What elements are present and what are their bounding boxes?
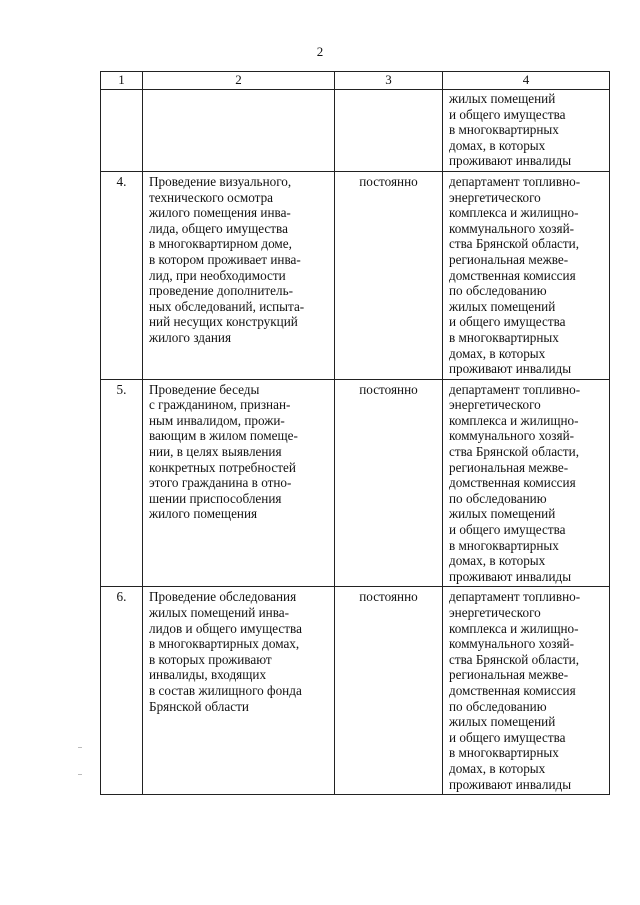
responsible-cell <box>443 90 610 172</box>
row-number: 5. <box>116 381 127 397</box>
table-row <box>101 587 610 795</box>
page-number: 2 <box>316 44 324 59</box>
row-number-cell <box>101 379 143 587</box>
term-text: постоянно <box>359 381 418 397</box>
row-number-cell <box>101 587 143 795</box>
responsible-cell <box>443 587 610 795</box>
table-row <box>101 90 610 172</box>
term-cell <box>335 379 443 587</box>
term-text: постоянно <box>359 589 418 605</box>
term-text: постоянно <box>359 173 418 189</box>
row-number: 4. <box>116 173 127 189</box>
responsible-cell <box>443 379 610 587</box>
scan-artifact <box>78 774 82 775</box>
term-cell <box>335 171 443 379</box>
row-number: 6. <box>116 589 127 605</box>
measure-cell <box>143 171 335 379</box>
responsible-cell <box>443 171 610 379</box>
responsible-text: департамент топливно- энергетического комплекса и жилищно- коммунального хозяй- ства Брянской области, региональная межве- домственная комиссия по обследованию жилых помещений и общего имущества в многоквартирных домах, в которых проживают инвалиды <box>449 173 581 377</box>
column-header-2: 2 <box>143 72 335 90</box>
table-row <box>101 379 610 587</box>
term-cell <box>335 90 443 172</box>
column-header-4: 4 <box>443 72 610 90</box>
responsible-text: департамент топливно- энергетического комплекса и жилищно- коммунального хозяй- ства Брянской области, региональная межве- домственная комиссия по обследованию жилых помещений и общего имущества в многоквартирных домах, в которых проживают инвалиды <box>449 381 581 584</box>
measure-cell <box>143 379 335 587</box>
row-number <box>101 90 142 92</box>
measure-text: Проведение визуального, технического осмотра жилого помещения инва- лида, общего имущества в многоквартирном доме, в котором проживает инва- лид, при необходимости проведение дополнитель- ных обследований, испыта- ний несущих конструкций жилого здания <box>149 173 305 345</box>
measure-cell <box>143 90 335 172</box>
term-text <box>335 90 442 92</box>
table-header-row <box>101 72 610 90</box>
document-table <box>100 71 610 795</box>
measure-text <box>143 90 334 94</box>
responsible-text: жилых помещений и общего имущества в многоквартирных домах, в которых проживают инвалиды <box>449 91 572 169</box>
measure-text: Проведение обследования жилых помещений инва- лидов и общего имущества в многоквартирных домах, в которых проживают инвалиды, входящих в состав жилищного фонда Брянской области <box>149 589 302 714</box>
column-header-3: 3 <box>335 72 443 90</box>
responsible-text: департамент топливно- энергетического комплекса и жилищно- коммунального хозяй- ства Брянской области, региональная межве- домственная комиссия по обследованию жилых помещений и общего имущества в многоквартирных домах, в которых проживают инвалиды <box>449 589 581 792</box>
term-cell <box>335 587 443 795</box>
row-number-cell <box>101 90 143 172</box>
table-row <box>101 171 610 379</box>
row-number-cell <box>101 171 143 379</box>
measure-cell <box>143 587 335 795</box>
scan-artifact <box>78 747 82 748</box>
measure-text: Проведение беседы с гражданином, признан- ным инвалидом, прожи- вающим в жилом помеще- нии, в целях выявления конкретных потребностей этого гражданина в отно- шении приспособления жилого помещения <box>149 381 298 522</box>
column-header-1: 1 <box>101 72 143 90</box>
